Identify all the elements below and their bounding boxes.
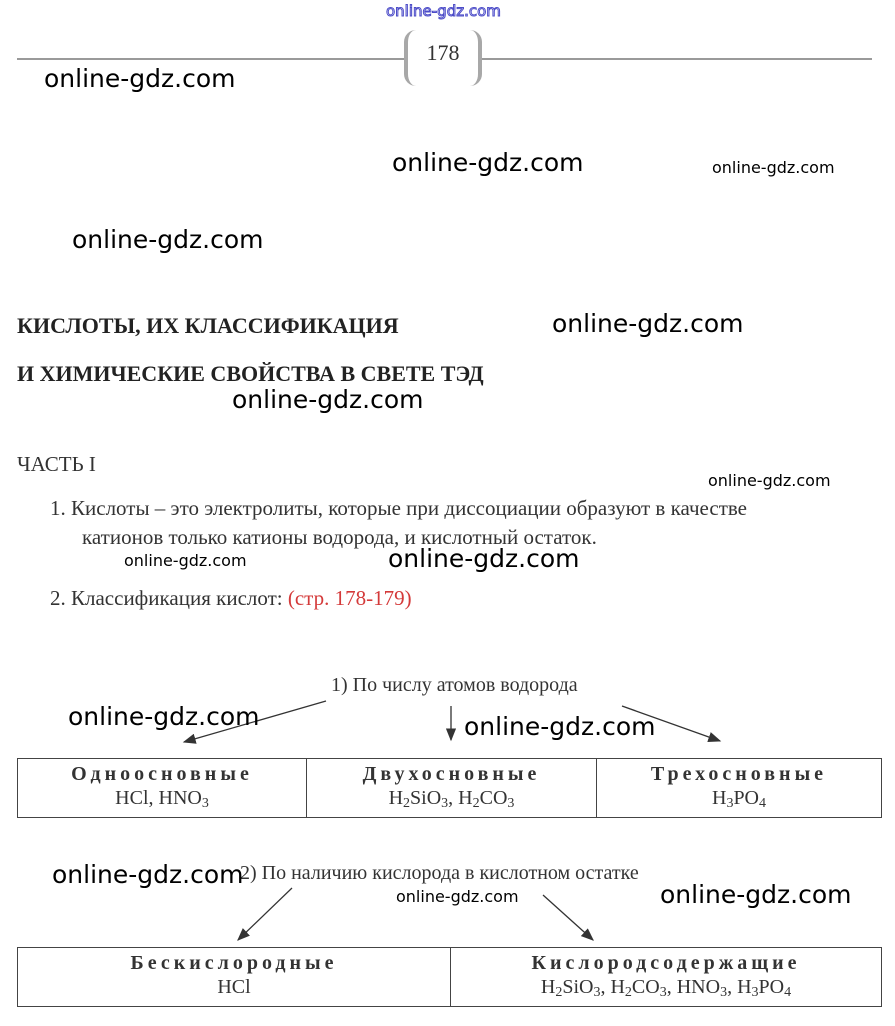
watermark: online-gdz.com bbox=[232, 385, 424, 414]
item1-line1: 1. Кислоты – это электролиты, которые при диссоциации образуют в качестве bbox=[50, 496, 747, 520]
part-label: ЧАСТЬ I bbox=[17, 452, 96, 476]
item1-line2: катионов только катионы водорода, и кислотный остаток. bbox=[82, 525, 597, 549]
page-number: 178 bbox=[426, 40, 460, 65]
scheme1-col3-name: Трехосновные bbox=[650, 763, 828, 785]
section-title-line2: И ХИМИЧЕСКИЕ СВОЙСТВА В СВЕТЕ ТЭД bbox=[17, 361, 484, 386]
watermark: online-gdz.com bbox=[392, 148, 584, 177]
watermark: online-gdz.com bbox=[44, 64, 236, 93]
scheme1-col3-examples: $H_3PO_4$ bbox=[711, 787, 767, 811]
watermark: online-gdz.com bbox=[388, 544, 580, 573]
watermark: online-gdz.com bbox=[708, 471, 831, 490]
scheme2-col2-name: Кислородсодержащие bbox=[531, 952, 801, 974]
watermark: online-gdz.com bbox=[72, 225, 264, 254]
item2-text: 2. Классификация кислот: bbox=[50, 586, 288, 610]
scheme1-col2-name: Двухосновные bbox=[362, 763, 541, 785]
scheme2-table bbox=[17, 947, 882, 1007]
scheme2-cell-oxygenfree bbox=[18, 948, 451, 1007]
scheme1-cell-di bbox=[307, 759, 597, 818]
watermark: online-gdz.com bbox=[68, 702, 260, 731]
section-title-line1: КИСЛОТЫ, ИХ КЛАССИФИКАЦИЯ bbox=[17, 313, 399, 338]
scheme1-col1-name: Одноосновные bbox=[71, 763, 253, 785]
scheme1-table bbox=[17, 758, 882, 818]
watermark: online-gdz.com bbox=[660, 880, 852, 909]
arrow-2-right bbox=[543, 895, 593, 940]
scheme1-cell-mono bbox=[18, 759, 307, 818]
scheme2-col1-name: Бескислородные bbox=[130, 952, 338, 974]
scheme2-cell-oxygen bbox=[451, 948, 882, 1007]
arrow-2-left bbox=[238, 888, 292, 940]
scheme1-col1-examples: HCl, $HNO_3$ bbox=[115, 787, 209, 811]
watermark: online-gdz.com bbox=[552, 309, 744, 338]
scheme1-cell-tri bbox=[597, 759, 882, 818]
scheme1-heading: 1) По числу атомов водорода bbox=[331, 674, 578, 696]
scheme2-col1-examples: HCl bbox=[217, 976, 251, 998]
watermark: online-gdz.com bbox=[124, 551, 247, 570]
scheme2-heading: 2) По наличию кислорода в кислотном остатке bbox=[240, 862, 639, 884]
watermark: online-gdz.com bbox=[52, 860, 244, 889]
watermark: online-gdz.com bbox=[464, 712, 656, 741]
header-site-link[interactable]: online-gdz.com bbox=[386, 2, 501, 20]
scheme1-col2-examples: $H_2SiO_3$, $H_2CO_3$ bbox=[388, 787, 515, 811]
watermark: online-gdz.com bbox=[396, 887, 519, 906]
item2-page-ref: (стр. 178-179) bbox=[287, 586, 412, 610]
watermark: online-gdz.com bbox=[712, 158, 835, 177]
scheme2-col2-examples: $H_2SiO_3$, $H_2CO_3$, $HNO_3$, $H_3PO_4$ bbox=[540, 976, 792, 1000]
